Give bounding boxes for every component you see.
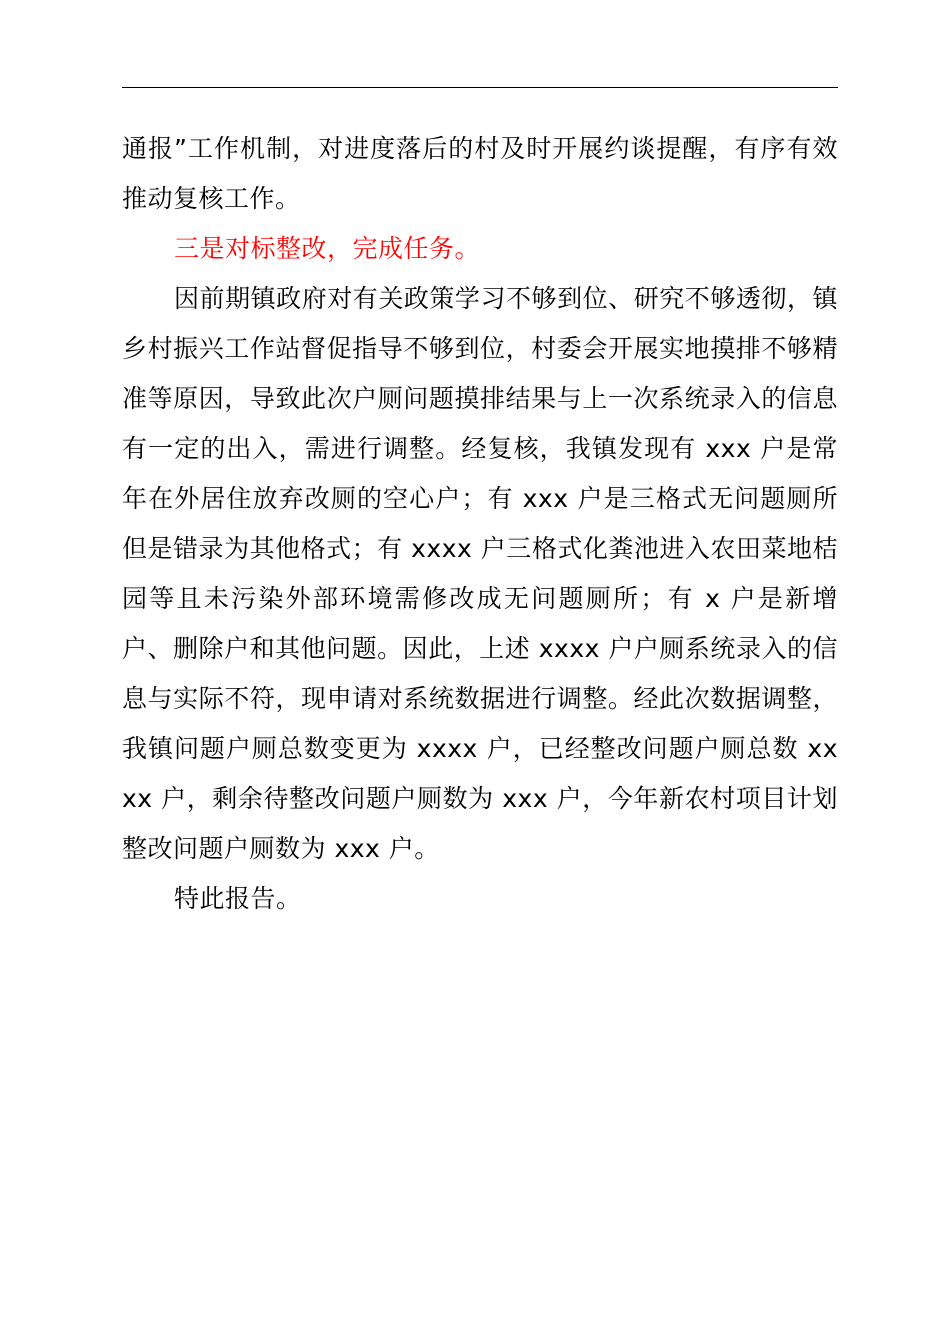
paragraph-continuation: 通报”工作机制，对进度落后的村及时开展约谈提醒，有序有效推动复核工作。	[122, 134, 838, 213]
closing-statement: 特此报告。	[174, 884, 302, 913]
section-heading-three: 三是对标整改，完成任务。	[174, 234, 481, 263]
paragraph-adjustment-details: 因前期镇政府对有关政策学习不够到位、研究不够透彻，镇乡村振兴工作站督促指导不够到位，村委会开展实地摸排不够精准等原因，导致此次户厕问题摸排结果与上一次系统录入的信息有一定的出入，需进行调整。经复核，我镇发现有 xxx 户是常年在外居住放弃改厕的空心户；有 xxx 户是三格式无问题厕所但是错录为其他格式；有 xxxx 户三格式化粪池进入农田菜地桔园等且未污染外部环境需修改成无问题厕所；有 x 户是新增户、删除户和其他问题。因此，上述 xxxx 户户厕系统录入的信息与实际不符，现申请对系统数据进行调整。经此次数据调整，我镇问题户厕总数变更为 xxxx 户，已经整改问题户厕总数 xxxx 户，剩余待整改问题户厕数为 xxx 户，今年新农村项目计划整改问题户厕数为 xxx 户。	[122, 284, 838, 863]
document-body	[122, 124, 838, 924]
header-rule	[122, 87, 838, 88]
